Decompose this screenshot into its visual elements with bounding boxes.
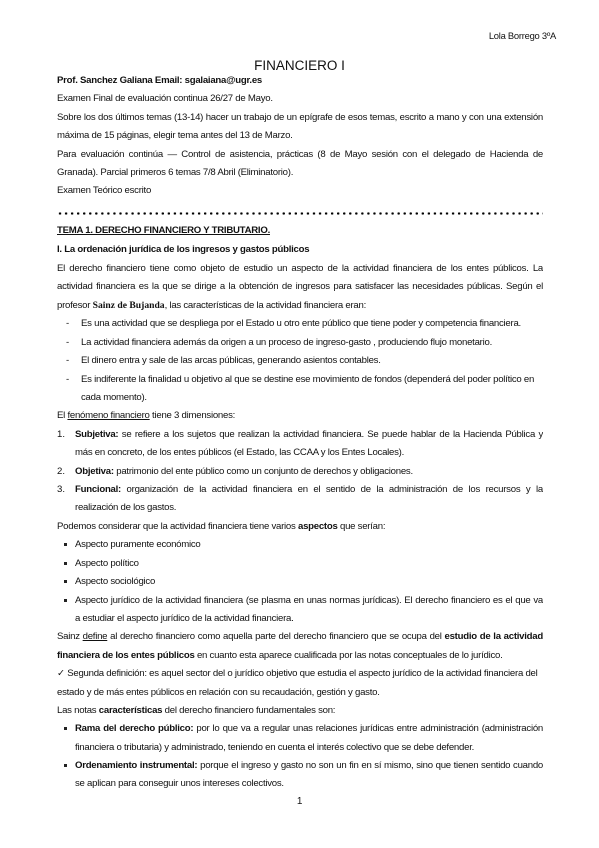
tema-heading: TEMA 1. DERECHO FINANCIERO Y TRIBUTARIO. (57, 225, 270, 236)
nota-item-1-line-2: financiera o tributaria) y administrado, teniendo en cuenta el interés colectivo que se debe defender. (75, 742, 475, 753)
bullet-icon (64, 580, 67, 583)
continuous-line-2: Granada). Parcial primeros 6 temas 7/8 Abril (Eliminatorio). (57, 167, 294, 178)
exam-theory-line: Examen Teórico escrito (57, 185, 152, 196)
dash-item: El dinero entra y sale de las arcas públicas, generando asientos contables. (81, 355, 381, 366)
second-definition-line-1: ✓ Segunda definición: es aquel sector del o jurídico objetivo que estudia el aspecto jurídico de la actividad financiera del (57, 668, 538, 679)
bullet-icon (64, 727, 67, 730)
dash-item: Es indiferente la finalidad u objetivo al que se destine ese movimiento de fondos (dependerá del poder político en (81, 374, 535, 385)
sainz-definition-line-1: Sainz define al derecho financiero como aquella parte del derecho financiero que se ocupa del estudio de la actividad (57, 631, 543, 642)
dash-item-continuation: cada momento). (81, 392, 147, 403)
notas-intro: Las notas características del derecho financiero fundamentales son: (57, 705, 336, 716)
page-number: 1 (296, 796, 303, 807)
numbered-item-3-line-1: Funcional: organización de la actividad financiera en el sentido de la administración de los recursos y la (75, 484, 543, 495)
paragraph-1-line-3: profesor Sainz de Bujanda, las características de la actividad financiera eran: (57, 300, 367, 311)
list-number: 2. (57, 466, 66, 477)
nota-item-2-line-2: se aplican para conseguir unos intereses colectivos. (75, 778, 284, 789)
work-line-1: Sobre los dos últimos temas (13-14) hacer un trabajo de un epígrafe de esos temas, escrito a mano y con una extensión (57, 112, 543, 123)
aspect-item: Aspecto jurídico de la actividad financiera (se plasma en unas normas jurídicas). El derecho financiero es el que va (75, 595, 543, 606)
document-title: FINANCIERO I (254, 58, 345, 73)
bullet-icon (64, 764, 67, 767)
fenomeno-line: El fenómeno financiero tiene 3 dimensiones: (57, 410, 236, 421)
paragraph-1-line-1: El derecho financiero tiene como objeto de estudio un aspecto de la actividad financiera de los entes públicos. La (57, 263, 543, 274)
bullet-icon (64, 562, 67, 565)
work-line-2: máxima de 15 páginas, elegir tema antes del 13 de Marzo. (57, 130, 293, 141)
numbered-item-3-line-2: realización de los gastos. (75, 502, 177, 513)
continuous-line-1: Para evaluación continúa — Control de asistencia, prácticas (8 de Mayo sesión con el delegado de Hacienda de (57, 149, 543, 160)
dash-item: Es una actividad que se despliega por el Estado u otro ente público que tiene poder y competencia financiera. (81, 318, 521, 329)
sainz-definition-line-2: financiera de los entes públicos en cuanto esta aparece cualificada por las notas conceptuales de lo jurídico. (57, 650, 503, 661)
section-heading: I. La ordenación jurídica de los ingresos y gastos públicos (57, 244, 310, 255)
nota-item-1-line-1: Rama del derecho público: por lo que va a regular unas relaciones jurídicas entre administración (administración (75, 723, 543, 734)
nota-item-2-line-1: Ordenamiento instrumental: porque el ingreso y gasto no son un fin en sí mismo, sino que tienen sentido cuando (75, 760, 543, 771)
dotted-separator (57, 212, 543, 215)
aspect-item-continuation: a estudiar el aspecto jurídico de la actividad financiera. (75, 613, 294, 624)
author-header: Lola Borrego 3ºA (488, 30, 556, 41)
bullet-icon (64, 543, 67, 546)
list-number: 3. (57, 484, 66, 495)
aspect-item: Aspecto sociológico (75, 576, 156, 587)
exam-final-line: Examen Final de evaluación continua 26/27 de Mayo. (57, 93, 273, 104)
professor-line: Prof. Sanchez Galiana Email: sgalaiana@ugr.es (57, 75, 262, 86)
paragraph-1-line-2: actividad financiera es la que se dirige a la obtención de ingresos para satisfacer las necesidades públicas. Según el (57, 281, 543, 292)
bullet-icon (64, 599, 67, 602)
dash-marker: - (66, 374, 70, 385)
dash-marker: - (66, 355, 70, 366)
aspects-intro: Podemos considerar que la actividad financiera tiene varios aspectos que serían: (57, 521, 386, 532)
dash-item: La actividad financiera además da origen a un proceso de ingreso-gasto , produciendo flujo monetario. (81, 337, 493, 348)
numbered-item-1-line-1: Subjetiva: se refiere a los sujetos que realizan la actividad financiera. Se puede hablar de la Hacienda Pública y (75, 429, 543, 440)
aspect-item: Aspecto puramente económico (75, 539, 201, 550)
dash-marker: - (66, 337, 70, 348)
numbered-item-1-line-2: más en concreto, de los entes públicos (el Estado, las CCAA y los Entes Locales). (75, 447, 405, 458)
numbered-item-2: Objetiva: patrimonio del ente público como un conjunto de derechos y obligaciones. (75, 466, 413, 477)
dash-marker: - (66, 318, 70, 329)
list-number: 1. (57, 429, 66, 440)
aspect-item: Aspecto político (75, 558, 139, 569)
second-definition-line-2: estado y de más entes públicos en relación con su recaudación, gestión y gasto. (57, 687, 380, 698)
